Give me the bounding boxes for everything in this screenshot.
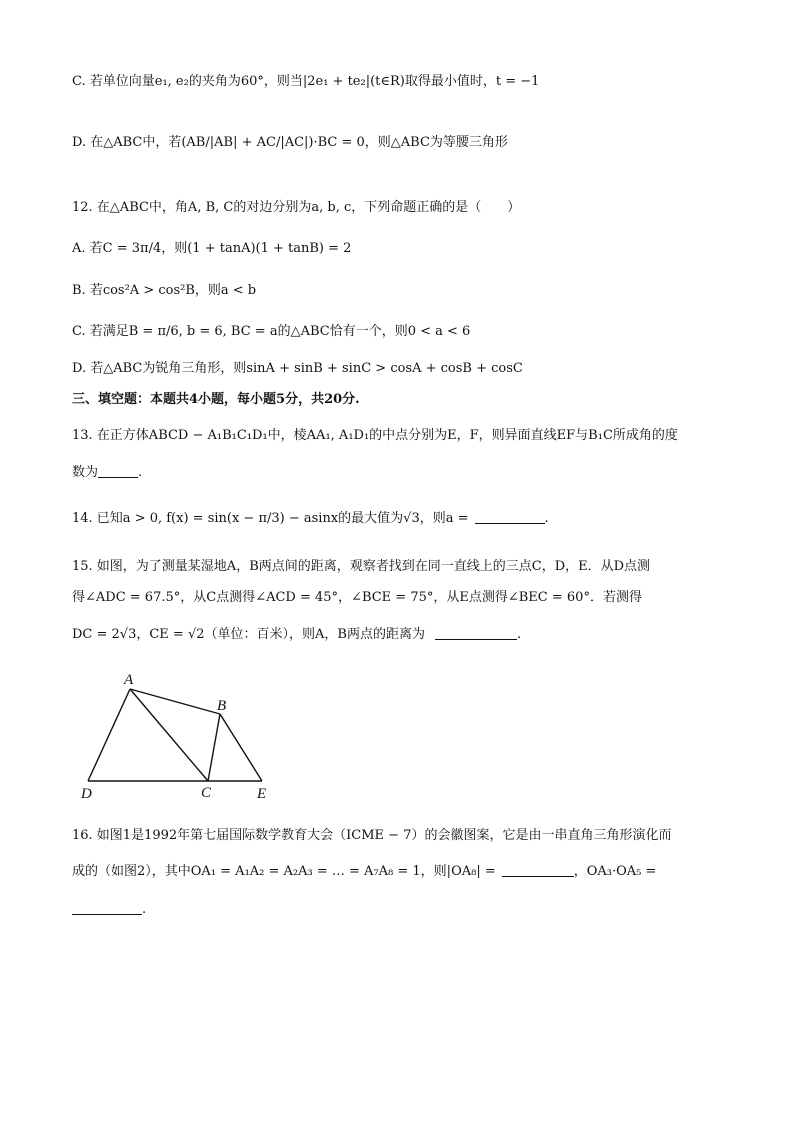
- question-12-option-c: C. 若满足B = π/6, b = 6, BC = a的△ABC恰有一个，则0 < a < 6: [72, 324, 471, 339]
- answer-blank: [435, 625, 517, 640]
- question-15-line-1: 15. 如图，为了测量某湿地A，B两点间的距离，观察者找到在同一直线上的三点C，D，E．从D点测: [72, 559, 651, 574]
- answer-blank: [98, 463, 138, 478]
- option-d-line: D. 在△ABC中，若(AB/|AB| + AC/|AC|)·BC = 0，则△ABC为等腰三角形: [72, 135, 508, 150]
- section-3-heading: 三、填空题：本题共4小题，每小题5分，共20分.: [72, 392, 360, 407]
- option-c-line: C. 若单位向量e₁, e₂的夹角为60°，则当|2e₁ + te₂|(t∈R)取得最小值时，t = −1: [72, 74, 540, 89]
- answer-blank: [502, 862, 574, 877]
- question-13-line-2: 数为 .: [72, 465, 143, 480]
- point-a-label: A: [124, 672, 134, 688]
- point-e-label: E: [257, 786, 267, 802]
- question-12-option-b: B. 若cos²A > cos²B，则a < b: [72, 283, 257, 298]
- segment-ab: [130, 689, 220, 714]
- segment-be: [220, 714, 262, 781]
- figure-quadrilateral: [70, 670, 290, 805]
- question-13-line-1: 13. 在正方体ABCD − A₁B₁C₁D₁中，棱AA₁, A₁D₁的中点分别为E，F，则异面直线EF与B₁C所成角的度: [72, 428, 678, 443]
- question-16-line-3: .: [72, 900, 146, 920]
- segment-ac: [130, 689, 208, 781]
- question-15-line-2: 得∠ADC = 67.5°，从C点测得∠ACD = 45°，∠BCE = 75°，从E点测得∠BEC = 60°．若测得: [72, 590, 642, 605]
- question-16-line-2: 成的（如图2），其中OA₁ = A₁A₂ = A₂A₃ = … = A₇A₈ = 1，则|OA₈| = ，OA₃·OA₅ =: [72, 864, 657, 879]
- segment-ad: [88, 689, 130, 781]
- segment-bc: [208, 714, 220, 781]
- answer-blank: [475, 509, 545, 524]
- question-12-option-d: D. 若△ABC为锐角三角形，则sinA + sinB + sinC > cosA + cosB + cosC: [72, 361, 523, 376]
- answer-blank: [72, 900, 142, 915]
- question-16-line-1: 16. 如图1是1992年第七届国际数学教育大会（ICME − 7）的会徽图案，它是由一串直角三角形演化而: [72, 828, 672, 843]
- question-14-line: 14. 已知a > 0, f(x) = sin(x − π/3) − asinx的最大值为√3，则a = .: [72, 511, 549, 526]
- point-d-label: D: [81, 786, 92, 802]
- question-15-line-3: DC = 2√3，CE = √2（单位：百米），则A，B两点的距离为 .: [72, 627, 522, 642]
- point-c-label: C: [201, 785, 212, 801]
- question-12-option-a: A. 若C = 3π/4，则(1 + tanA)(1 + tanB) = 2: [72, 241, 352, 256]
- question-12-stem: 12. 在△ABC中，角A, B, C的对边分别为a, b, c，下列命题正确的是（ ）: [72, 200, 521, 215]
- point-b-label: B: [217, 698, 227, 714]
